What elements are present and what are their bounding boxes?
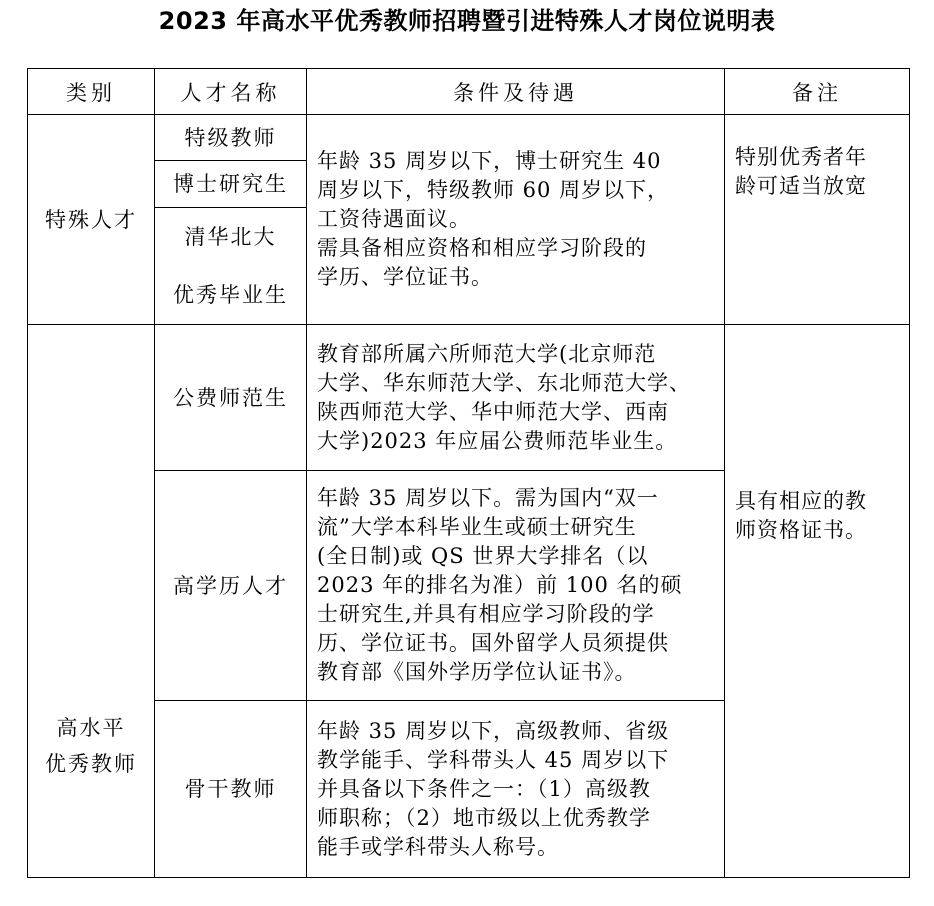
talent-name-line: 优秀毕业生 [173, 283, 288, 307]
remarks-special [725, 115, 910, 325]
talent-name-cell: 公费师范生 [155, 325, 307, 471]
header-row [28, 69, 910, 115]
condition-line: 并具备以下条件之一：（1）高级教 [317, 776, 651, 801]
remarks-high-level [725, 325, 910, 878]
talent-name-cell: 博士研究生 [155, 161, 307, 208]
talent-name-cell: 特级教师 [155, 115, 307, 161]
condition-line: 教学能手、学科带头人 45 周岁以下 [317, 747, 670, 772]
condition-line: 士研究生,并具有相应学习阶段的学 [317, 602, 655, 626]
condition-line: 大学)2023 年应届公费师范毕业生。 [317, 428, 678, 453]
condition-line: 年龄 35 周岁以下。需为国内“双一 [317, 486, 659, 510]
category-line: 高水平 [56, 716, 126, 740]
category-line: 优秀教师 [45, 752, 137, 776]
condition-line: 工资待遇面议。 [317, 207, 471, 231]
category-special: 特殊人才 [28, 115, 155, 325]
positions-table [27, 68, 910, 878]
table-row [28, 325, 910, 471]
condition-line: 师职称；（2）地市级以上优秀教学 [317, 805, 651, 830]
condition-line: 陕西师范大学、华中师范大学、西南 [317, 399, 669, 424]
conditions-special [307, 115, 725, 325]
condition-line: 年龄 35 周岁以下，高级教师、省级 [317, 718, 670, 743]
condition-line: 能手或学科带头人称号。 [317, 834, 559, 859]
talent-name-cell [155, 208, 307, 325]
conditions-cell [307, 325, 725, 471]
category-high-level [28, 325, 155, 878]
header-talent-name: 人才名称 [155, 69, 307, 115]
talent-name-cell: 高学历人才 [155, 471, 307, 701]
remark-line: 特别优秀者年 [735, 145, 867, 169]
conditions-cell [307, 701, 725, 878]
header-conditions: 条件及待遇 [307, 69, 725, 115]
talent-name-line: 清华北大 [184, 225, 277, 249]
condition-line: 周岁以下，特级教师 60 周岁以下， [317, 178, 670, 202]
document-title: 2023 年高水平优秀教师招聘暨引进特殊人才岗位说明表 [158, 7, 776, 35]
talent-name-cell: 骨干教师 [155, 701, 307, 878]
condition-line: 2023 年的排名为准）前 100 名的硕 [317, 573, 683, 597]
conditions-cell [307, 471, 725, 701]
table-row [28, 115, 910, 161]
condition-line: (全日制)或 QS 世界大学排名（以 [317, 544, 649, 568]
condition-line: 需具备相应资格和相应学习阶段的 [317, 236, 647, 260]
condition-line: 学历、学位证书。 [317, 265, 493, 289]
condition-line: 年龄 35 周岁以下，博士研究生 40 [317, 149, 662, 173]
remark-line: 具有相应的教 [735, 489, 867, 513]
condition-line: 历、学位证书。国外留学人员须提供 [317, 631, 669, 655]
condition-line: 教育部《国外学历学位认证书》。 [317, 660, 637, 684]
header-remarks: 备注 [725, 69, 910, 115]
condition-line: 教育部所属六所师范大学(北京师范 [317, 341, 657, 366]
condition-line: 大学、华东师范大学、东北师范大学、 [317, 370, 691, 395]
condition-line: 流”大学本科毕业生或硕士研究生 [317, 515, 637, 539]
remark-line: 龄可适当放宽 [735, 174, 867, 198]
remark-line: 师资格证书。 [735, 518, 867, 542]
header-category: 类别 [28, 69, 155, 115]
